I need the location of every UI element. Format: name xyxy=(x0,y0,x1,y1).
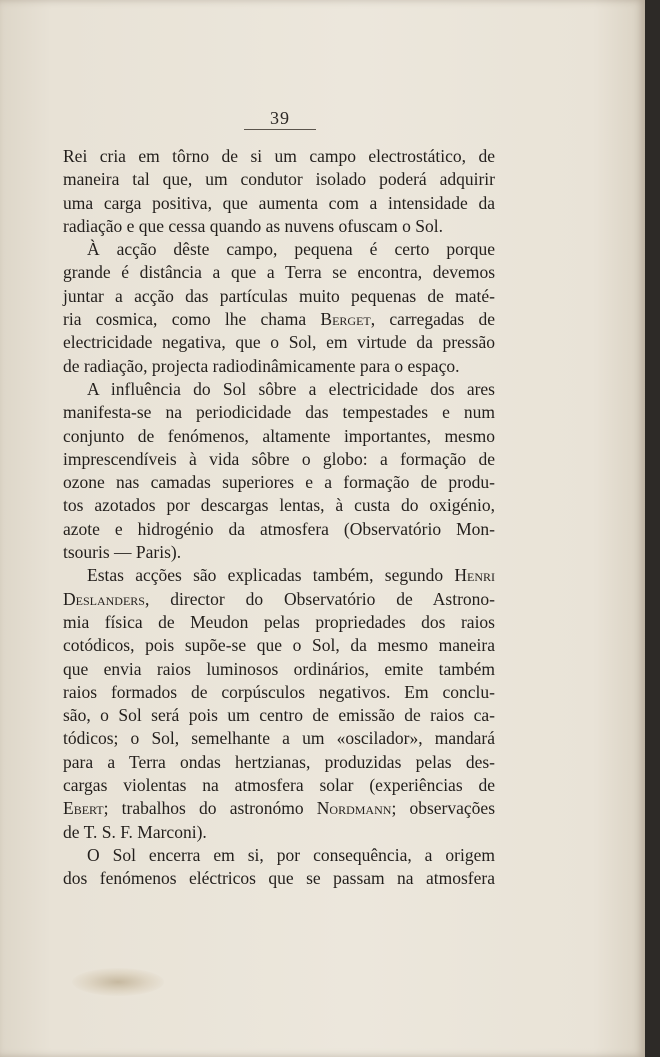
author-name: Ebert xyxy=(63,798,104,819)
text-line: tos azotados por descargas lentas, à custa do oxigénio, xyxy=(63,495,495,516)
text-line: A influência do Sol sôbre a electricidade dos ares xyxy=(87,378,495,399)
text-line: de T. S. F. Marconi). xyxy=(63,821,207,842)
text-line: mia física de Meudon pelas propriedades dos raios xyxy=(63,611,495,632)
text-line: de radiação, projecta radiodinâmicamente para o espaço. xyxy=(63,355,460,376)
text-line: tsouris — Paris). xyxy=(63,542,182,563)
text-line: uma carga positiva, que aumenta com a intensidade da xyxy=(63,192,495,213)
text-line: tódicos; o Sol, semelhante a um «oscilador», mandará xyxy=(63,728,495,749)
text-line: azote e hidrogénio da atmosfera (Observatório Mon- xyxy=(63,518,495,539)
text-line: electricidade negativa, que o Sol, em virtude da pressão xyxy=(63,332,495,353)
author-name: Deslanders xyxy=(63,588,145,609)
text-line: À acção dêste campo, pequena é certo porque xyxy=(87,239,495,260)
text-line: são, o Sol será pois um centro de emissão de raios ca- xyxy=(63,705,495,726)
text-line: manifesta-se na periodicidade das tempestades e num xyxy=(63,402,495,423)
author-name: Nordmann xyxy=(316,798,392,819)
text-line: cargas violentas na atmosfera solar (experiências de xyxy=(63,775,495,796)
text-line: juntar a acção das partículas muito pequenas de maté- xyxy=(63,285,495,306)
text-line: raios formados de corpúsculos negativos. Em conclu- xyxy=(63,681,495,702)
text-line: dos fenómenos eléctricos que se passam na atmosfera xyxy=(63,868,495,889)
text-line: Rei cria em tôrno de si um campo electrostático, de xyxy=(63,146,495,166)
text-line: imprescendíveis à vida sôbre o globo: a formação de xyxy=(63,448,495,469)
text-line: conjunto de fenómenos, altamente importantes, mesmo xyxy=(63,425,495,446)
text-line: Ebert; trabalhos do astronómo Nordmann; observações xyxy=(63,798,496,819)
page-number-rule xyxy=(244,129,316,130)
text-line: ria cosmica, como lhe chama Berget, carregadas de xyxy=(63,309,495,330)
page-number: 39 xyxy=(270,108,290,128)
text-line: cotódicos, pois supõe-se que o Sol, da mesmo maneira xyxy=(63,635,495,656)
body-text xyxy=(63,145,495,891)
text-line: para a Terra ondas hertzianas, produzidas pelas des- xyxy=(63,751,495,772)
text-line: ozone nas camadas superiores e a formação de produ- xyxy=(63,472,495,493)
text-line: radiação e que cessa quando as nuvens ofuscam o Sol. xyxy=(63,215,444,236)
text-line: Estas acções são explicadas também, segundo Henri xyxy=(87,565,495,586)
text-line: maneira tal que, um condutor isolado poderá adquirir xyxy=(63,169,495,190)
paper-stain xyxy=(72,968,164,996)
text-line: grande é distância a que a Terra se encontra, devemos xyxy=(63,262,495,283)
author-name: Berget xyxy=(320,309,371,330)
text-line: que envia raios luminosos ordinários, emite também xyxy=(63,658,495,679)
author-name: Henri xyxy=(454,565,495,586)
text-line: O Sol encerra em si, por consequência, a origem xyxy=(87,844,495,865)
text-line: Deslanders, director do Observatório de Astrono- xyxy=(63,588,495,609)
